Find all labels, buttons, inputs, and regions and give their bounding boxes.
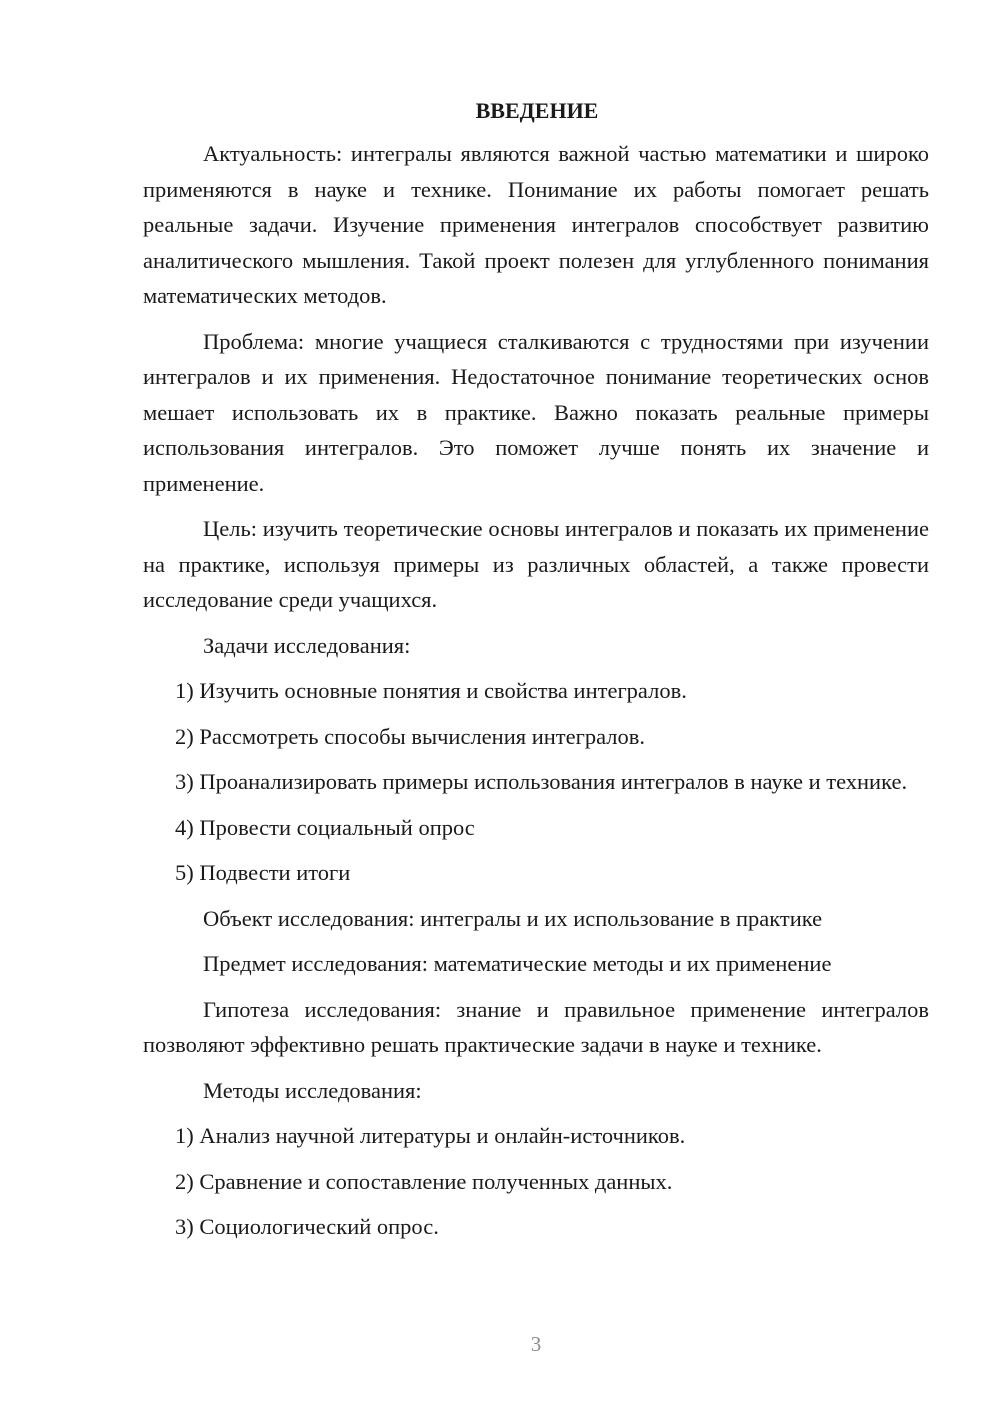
task-item: 5) Подвести итоги [175,860,351,885]
methods-list [143,1118,929,1245]
page-number: 3 [530,1332,542,1356]
section-title: ВВЕДЕНИЕ [475,98,599,123]
task-item: 1) Изучить основные понятия и свойства интегралов. [175,678,687,703]
hypothesis-paragraph: Гипотеза исследования: знание и правильное применение интегралов позволяют эффективно решать практические задачи в науке и технике. [143,996,929,1057]
subject-paragraph: Предмет исследования: математические методы и их применение [203,951,832,976]
problem-paragraph: Проблема: многие учащиеся сталкиваются с трудностями при изучении интегралов и их применения. Недостаточное понимание теоретических основ мешает использовать их в практике. Важно показать реальные примеры использования интегралов. Это поможет лучше понять их значение и применение. [143,328,929,496]
document-body [143,96,929,1255]
relevance-paragraph: Актуальность: интегралы являются важной частью математики и широко применяются в науке и технике. Понимание их работы помогает решать реальные задачи. Изучение применения интегралов способствует развитию аналитического мышления. Такой проект полезен для углубленного понимания математических методов. [143,141,929,308]
methods-heading: Методы исследования: [203,1077,422,1103]
task-item: 2) Рассмотреть способы вычисления интегралов. [175,723,646,749]
goal-paragraph: Цель: изучить теоретические основы интегралов и показать их применение на практике, используя примеры из различных областей, а также провести исследование среди учащихся. [143,516,929,612]
object-paragraph: Объект исследования: интегралы и их использование в практике [203,905,823,931]
method-item: 2) Сравнение и сопоставление полученных данных. [175,1168,673,1194]
tasks-list [143,673,929,891]
method-item: 1) Анализ научной литературы и онлайн-источников. [175,1123,686,1148]
task-item: 3) Проанализировать примеры использования интегралов в науке и технике. [175,769,908,794]
tasks-heading: Задачи исследования: [203,632,411,658]
task-item: 4) Провести социальный опрос [175,814,475,840]
method-item: 3) Социологический опрос. [175,1214,439,1239]
